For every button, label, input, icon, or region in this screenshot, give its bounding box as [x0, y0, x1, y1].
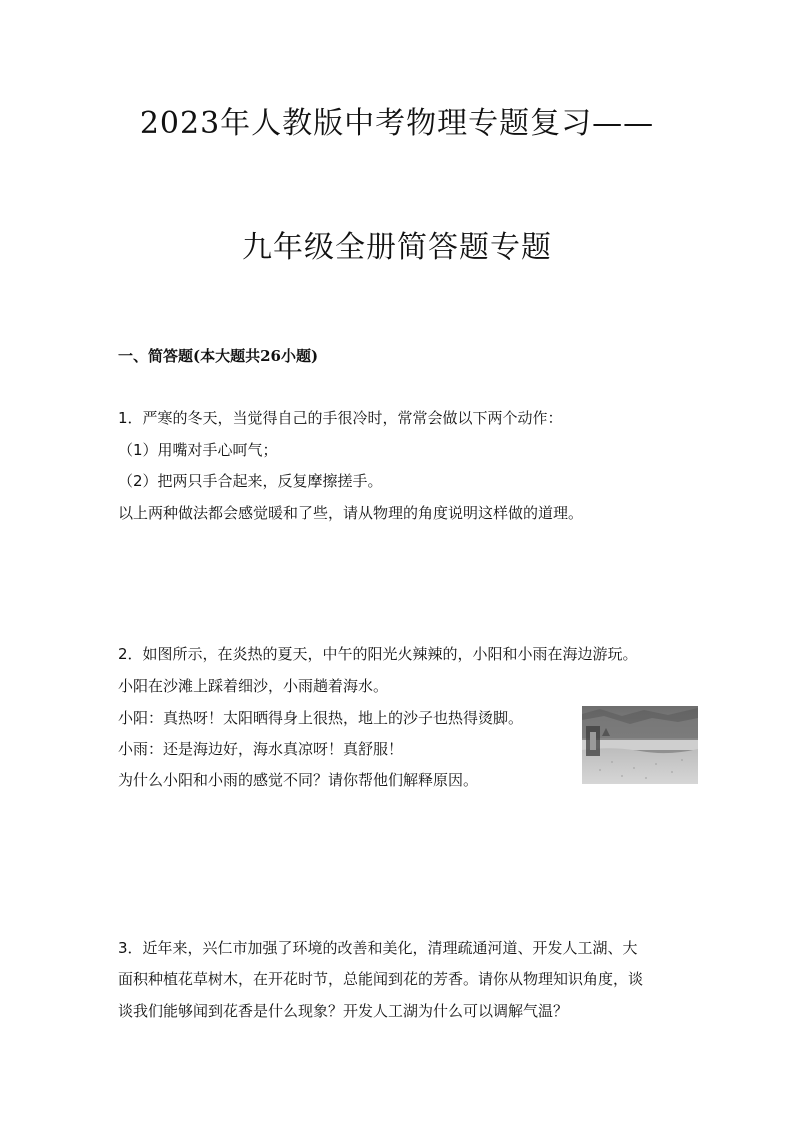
q1-question: 以上两种做法都会感觉暖和了些，请从物理的角度说明这样做的道理。	[118, 504, 584, 522]
q2-dialogue-xiaoyang: 小阳：真热呀！太阳晒得身上很热，地上的沙子也热得烫脚。	[118, 709, 524, 727]
page-title-line-1: 2023年人教版中考物理专题复习——	[139, 106, 655, 141]
page-title-line-2: 九年级全册简答题专题	[242, 230, 552, 265]
q1-option-2: （2）把两只手合起来，反复摩擦搓手。	[118, 472, 383, 490]
q1-option-1: （1）用嘴对手心呵气；	[118, 441, 278, 459]
section-header: 一、简答题(本大题共26小题)	[118, 347, 319, 365]
beach-photo	[582, 706, 698, 784]
q2-line-2: 小阳在沙滩上踩着细沙，小雨趟着海水。	[118, 677, 389, 695]
q1-stem: 1．严寒的冬天，当觉得自己的手很冷时，常常会做以下两个动作：	[118, 409, 563, 427]
q2-stem: 2．如图所示，在炎热的夏天，中午的阳光火辣辣的，小阳和小雨在海边游玩。	[118, 645, 638, 663]
q3-stem-line-3: 谈我们能够闻到花香是什么现象？开发人工湖为什么可以调解气温？	[118, 1002, 569, 1020]
q3-stem-line-2: 面积种植花草树木，在开花时节，总能闻到花的芳香。请你从物理知识角度，谈	[118, 970, 644, 988]
q2-dialogue-xiaoyu: 小雨：还是海边好，海水真凉呀！真舒服！	[118, 740, 404, 758]
q3-stem-line-1: 3．近年来，兴仁市加强了环境的改善和美化，清理疏通河道、开发人工湖、大	[118, 939, 638, 957]
q2-question: 为什么小阳和小雨的感觉不同？请你帮他们解释原因。	[118, 771, 479, 789]
